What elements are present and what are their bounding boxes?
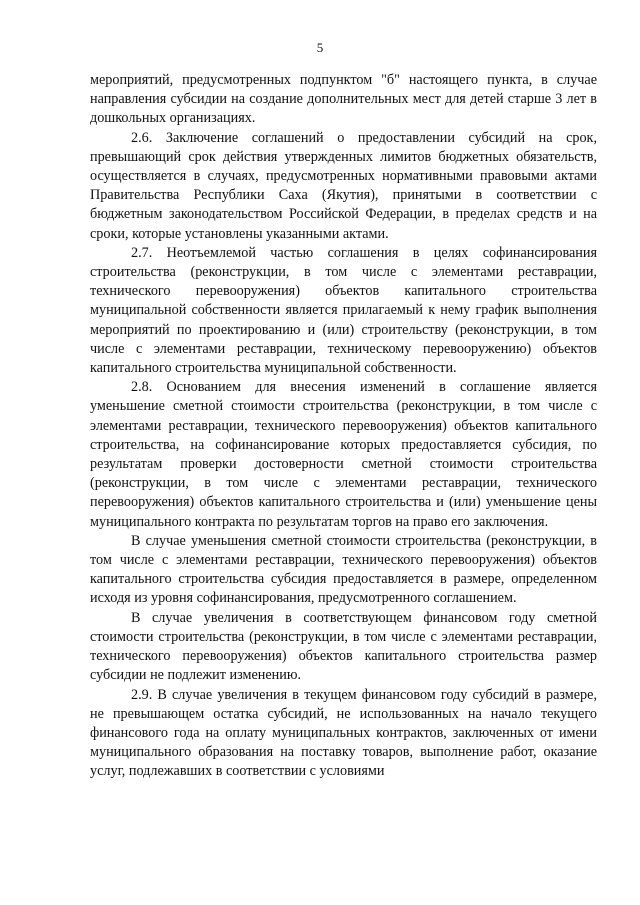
paragraph-2-7: 2.7. Неотъемлемой частью соглашения в целях софинансирования строительства (реконструкции, в том числе с элементами реставрации, технического перевооружения) объектов капитального строительства муниципальной собственности является прилагаемый к нему график выполнения мероприятий по проектированию и (или) строительству (реконструкции, в том числе с элементами реставрации, техническому перевооружению) объектов капитального строительства муниципальной собственности. bbox=[90, 244, 597, 377]
paragraph-decrease-case: В случае уменьшения сметной стоимости строительства (реконструкции, в том числе с элементами реставрации, технического перевооружения) объектов капитального строительства субсидия предоставляется в размере, определенном исходя из уровня софинансирования, предусмотренного соглашением. bbox=[90, 532, 597, 607]
paragraph-increase-case: В случае увеличения в соответствующем финансовом году сметной стоимости строительства (реконструкции, в том числе с элементами реставрации, технического перевооружения) объектов капитального строительства размер субсидии не подлежит изменению. bbox=[90, 609, 597, 684]
document-body bbox=[90, 71, 597, 782]
paragraph-2-6: 2.6. Заключение соглашений о предоставлении субсидий на срок, превышающий срок действия утвержденных лимитов бюджетных обязательств, осуществляется в случаях, предусмотренных нормативными правовыми актами Правительства Республики Саха (Якутия), принятыми в соответствии с бюджетным законодательством Российской Федерации, в пределах средств и на сроки, которые установлены указанными актами. bbox=[90, 129, 597, 242]
paragraph-2-9: 2.9. В случае увеличения в текущем финансовом году субсидий в размере, не превышающем остатка субсидий, не использованных на начало текущего финансового года на оплату муниципальных контрактов, заключенных от имени муниципального образования на поставку товаров, выполнение работ, оказание услуг, подлежавших в соответствии с условиями bbox=[90, 686, 597, 780]
paragraph-continuation: мероприятий, предусмотренных подпунктом "б" настоящего пункта, в случае направления субсидии на создание дополнительных мест для детей старше 3 лет в дошкольных организациях. bbox=[90, 72, 597, 127]
page-number: 5 bbox=[316, 40, 324, 55]
paragraph-2-8: 2.8. Основанием для внесения изменений в соглашение является уменьшение сметной стоимости строительства (реконструкции, в том числе с элементами реставрации, технического перевооружения) объектов капитального строительства, на софинансирование которых предоставляется субсидия, по результатам проверки достоверности сметной стоимости строительства (реконструкции, в том числе с элементами реставрации, технического перевооружения) объектов капитального строительства и (или) уменьшение цены муниципального контракта по результатам торгов на право его заключения. bbox=[90, 379, 597, 530]
